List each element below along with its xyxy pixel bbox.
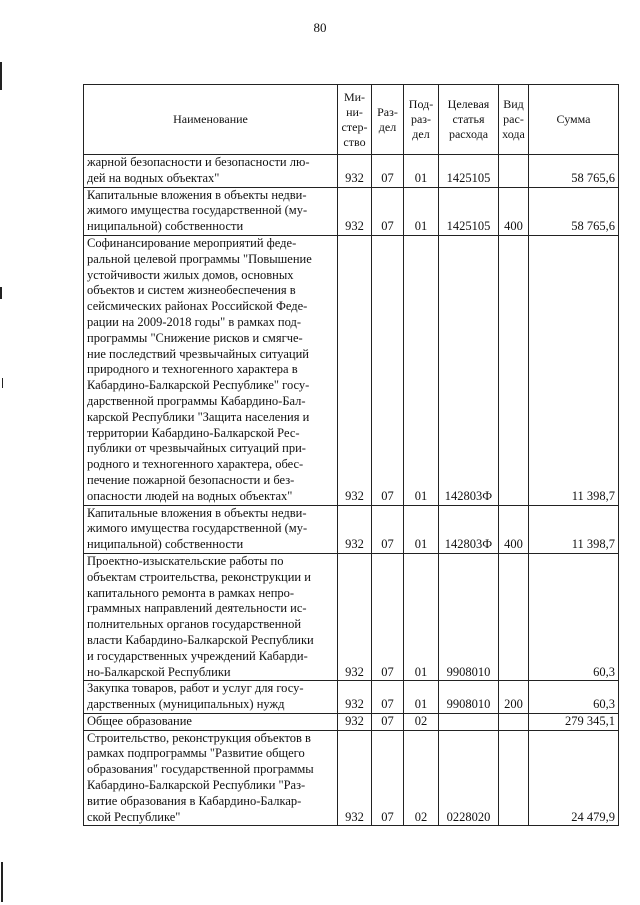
row-target: 9908010 bbox=[439, 681, 499, 714]
row-name-line: власти Кабардино-Балкарской Республики bbox=[87, 632, 314, 647]
header-ministry: Ми- ни- стер- ство bbox=[338, 85, 372, 155]
table-row bbox=[84, 235, 619, 505]
row-section: 07 bbox=[372, 235, 404, 505]
row-type: 400 bbox=[499, 187, 529, 235]
row-subsection: 01 bbox=[404, 505, 439, 553]
row-type bbox=[499, 553, 529, 680]
row-name-line: и государственных учреждений Кабарди- bbox=[87, 648, 308, 663]
row-target: 9908010 bbox=[439, 553, 499, 680]
scan-margin-mark-top bbox=[0, 62, 2, 90]
row-sum: 60,3 bbox=[529, 681, 619, 714]
row-name-line: рации на 2009-2018 годы" в рамках под- bbox=[87, 314, 301, 329]
row-target: 142803Ф bbox=[439, 235, 499, 505]
row-name-line: Общее образование bbox=[87, 713, 192, 728]
header-target: Целевая статья расхода bbox=[439, 85, 499, 155]
row-name-line: печение пожарной безопасности и без- bbox=[87, 472, 295, 487]
budget-table bbox=[83, 84, 619, 826]
row-name-line: дарственной программы Кабардино-Бал- bbox=[87, 393, 306, 408]
row-name-line: но-Балкарской Республики bbox=[87, 664, 231, 679]
row-name-line: публики от чрезвычайных ситуаций при- bbox=[87, 441, 306, 456]
row-sum: 58 765,6 bbox=[529, 187, 619, 235]
row-name-line: витие образования в Кабардино-Балкар- bbox=[87, 793, 302, 808]
row-type bbox=[499, 155, 529, 188]
row-name bbox=[84, 553, 338, 680]
row-ministry: 932 bbox=[338, 155, 372, 188]
row-name-line: Проектно-изыскательские работы по bbox=[87, 553, 284, 568]
row-name-line: объектам строительства, реконструкции и bbox=[87, 569, 311, 584]
header-subsection: Под- раз- дел bbox=[404, 85, 439, 155]
row-name-line: объектов и систем жизнеобеспечения в bbox=[87, 283, 296, 298]
row-target bbox=[439, 713, 499, 730]
row-name-line: ние последствий чрезвычайных ситуаций bbox=[87, 346, 309, 361]
row-type bbox=[499, 713, 529, 730]
row-name-line: Капитальные вложения в объекты недви- bbox=[87, 187, 307, 202]
row-subsection: 01 bbox=[404, 553, 439, 680]
row-name-line: ниципальной) собственности bbox=[87, 219, 244, 234]
row-ministry: 932 bbox=[338, 730, 372, 826]
row-section: 07 bbox=[372, 553, 404, 680]
row-target: 142803Ф bbox=[439, 505, 499, 553]
table-row bbox=[84, 553, 619, 680]
row-subsection: 01 bbox=[404, 187, 439, 235]
row-sum: 11 398,7 bbox=[529, 235, 619, 505]
header-sum: Сумма bbox=[529, 85, 619, 155]
row-ministry: 932 bbox=[338, 713, 372, 730]
row-target: 0228020 bbox=[439, 730, 499, 826]
row-name-line: природного и техногенного характера в bbox=[87, 362, 298, 377]
row-name-line: опасности людей на водных объектах" bbox=[87, 488, 293, 503]
row-name-line: жимого имущества государственной (му- bbox=[87, 203, 308, 218]
row-name-line: дарственных (муниципальных) нужд bbox=[87, 697, 285, 712]
row-ministry: 932 bbox=[338, 235, 372, 505]
header-section: Раз- дел bbox=[372, 85, 404, 155]
row-section: 07 bbox=[372, 713, 404, 730]
row-name-line: Закупка товаров, работ и услуг для госу- bbox=[87, 681, 304, 696]
row-ministry: 932 bbox=[338, 681, 372, 714]
row-name bbox=[84, 730, 338, 826]
table-row bbox=[84, 187, 619, 235]
table-header-row bbox=[84, 85, 619, 155]
row-name-line: граммных направлений деятельности ис- bbox=[87, 601, 307, 616]
row-name-line: ской Республике" bbox=[87, 809, 181, 824]
table-row bbox=[84, 505, 619, 553]
row-sum: 24 479,9 bbox=[529, 730, 619, 826]
row-name-line: жарной безопасности и безопасности лю- bbox=[87, 155, 310, 169]
row-name-line: карской Республики "Защита населения и bbox=[87, 409, 310, 424]
row-name-line: устойчивости жилых домов, основных bbox=[87, 267, 294, 282]
row-type bbox=[499, 730, 529, 826]
row-sum: 279 345,1 bbox=[529, 713, 619, 730]
row-sum: 11 398,7 bbox=[529, 505, 619, 553]
scan-margin-mark-low bbox=[2, 378, 3, 388]
table-row bbox=[84, 713, 619, 730]
row-ministry: 932 bbox=[338, 187, 372, 235]
row-section: 07 bbox=[372, 681, 404, 714]
row-name bbox=[84, 713, 338, 730]
row-name-line: Софинансирование мероприятий феде- bbox=[87, 235, 297, 250]
row-ministry: 932 bbox=[338, 553, 372, 680]
row-section: 07 bbox=[372, 730, 404, 826]
row-subsection: 02 bbox=[404, 730, 439, 826]
table-body bbox=[84, 155, 619, 826]
page-number: 80 bbox=[313, 20, 327, 35]
row-section: 07 bbox=[372, 155, 404, 188]
row-ministry: 932 bbox=[338, 505, 372, 553]
row-type bbox=[499, 235, 529, 505]
row-name-line: Капитальные вложения в объекты недви- bbox=[87, 505, 307, 520]
row-subsection: 01 bbox=[404, 155, 439, 188]
row-name-line: ниципальной) собственности bbox=[87, 537, 244, 552]
row-name bbox=[84, 187, 338, 235]
row-sum: 58 765,6 bbox=[529, 155, 619, 188]
row-name bbox=[84, 155, 338, 188]
row-name-line: территории Кабардино-Балкарской Рес- bbox=[87, 425, 300, 440]
row-target: 1425105 bbox=[439, 187, 499, 235]
row-name-line: полнительных органов государственной bbox=[87, 617, 302, 632]
row-name-line: Кабардино-Балкарской Республики "Раз- bbox=[87, 778, 306, 793]
table-row bbox=[84, 730, 619, 826]
row-sum: 60,3 bbox=[529, 553, 619, 680]
header-name: Наименование bbox=[84, 85, 338, 155]
row-section: 07 bbox=[372, 187, 404, 235]
row-name-line: сейсмических районах Российской Феде- bbox=[87, 299, 308, 314]
row-name-line: Кабардино-Балкарской Республике" госу- bbox=[87, 378, 310, 393]
header-type: Вид рас- хода bbox=[499, 85, 529, 155]
row-name-line: программы "Снижение рисков и смягче- bbox=[87, 330, 303, 345]
row-subsection: 02 bbox=[404, 713, 439, 730]
row-name-line: рамках подпрограммы "Развитие общего bbox=[87, 746, 305, 761]
table-row bbox=[84, 681, 619, 714]
row-type: 200 bbox=[499, 681, 529, 714]
row-name-line: жимого имущества государственной (му- bbox=[87, 521, 308, 536]
scan-margin-mark-mid bbox=[0, 287, 2, 299]
scan-margin-mark-bottom bbox=[1, 862, 3, 902]
row-subsection: 01 bbox=[404, 681, 439, 714]
row-name bbox=[84, 235, 338, 505]
row-section: 07 bbox=[372, 505, 404, 553]
row-name-line: образования" государственной программы bbox=[87, 762, 314, 777]
row-subsection: 01 bbox=[404, 235, 439, 505]
row-target: 1425105 bbox=[439, 155, 499, 188]
row-name-line: дей на водных объектах" bbox=[87, 170, 220, 185]
row-name bbox=[84, 505, 338, 553]
row-name-line: Строительство, реконструкция объектов в bbox=[87, 730, 311, 745]
row-name-line: капитального ремонта в рамках непро- bbox=[87, 585, 295, 600]
row-name-line: родного и техногенного характера, обес- bbox=[87, 457, 304, 472]
row-name-line: ральной целевой программы "Повышение bbox=[87, 251, 312, 266]
row-name bbox=[84, 681, 338, 714]
row-type: 400 bbox=[499, 505, 529, 553]
table-row bbox=[84, 155, 619, 188]
